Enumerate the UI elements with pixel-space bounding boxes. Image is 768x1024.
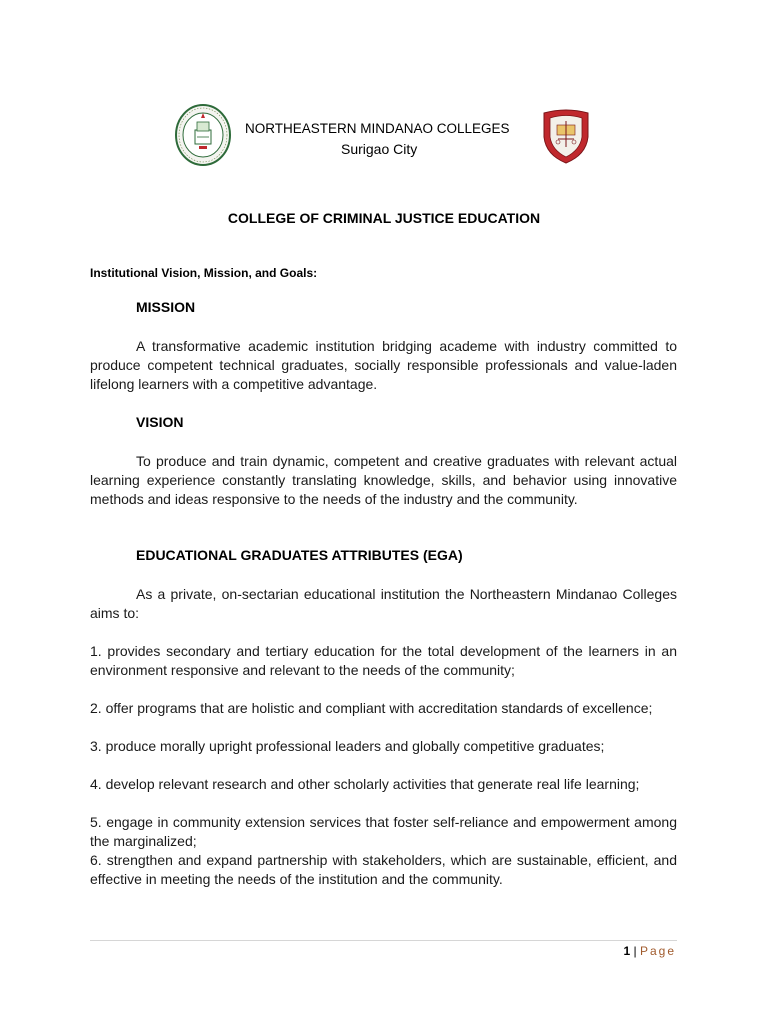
ega-heading: EDUCATIONAL GRADUATES ATTRIBUTES (EGA) bbox=[136, 547, 463, 563]
mission-text: A transformative academic institution bridging academe with industry committed to produce competent technical graduates, socially responsible professionals and value-laden lifelong learners with a competitive advantage. bbox=[90, 338, 677, 392]
ccje-seal-logo bbox=[540, 107, 592, 165]
nmc-seal-logo bbox=[175, 104, 231, 166]
vision-text: To produce and train dynamic, competent and creative graduates with relevant actual learning experience constantly translating knowledge, skills, and behavior using innovative methods and ideas responsive to the needs of the industry and the community. bbox=[90, 453, 677, 507]
section-label: Institutional Vision, Mission, and Goals: bbox=[90, 266, 318, 280]
page-separator: | bbox=[633, 944, 637, 958]
page-footer bbox=[623, 944, 676, 958]
vision-heading: VISION bbox=[136, 414, 184, 430]
college-title: COLLEGE OF CRIMINAL JUSTICE EDUCATION bbox=[227, 210, 541, 226]
institution-name: NORTHEASTERN MINDANAO COLLEGES bbox=[245, 121, 510, 136]
ega-item: 5. engage in community extension services that foster self-reliance and empowerment among the marginalized; bbox=[90, 814, 677, 849]
ega-item: 1. provides secondary and tertiary education for the total development of the learners in an environment responsive and relevant to the needs of the community; bbox=[90, 643, 677, 678]
ega-item: 3. produce morally upright professional leaders and globally competitive graduates; bbox=[90, 738, 605, 754]
institution-city: Surigao City bbox=[341, 141, 418, 157]
page-number: 1 bbox=[623, 944, 631, 958]
ega-intro: As a private, on-sectarian educational institution the Northeastern Mindanao Colleges aims to: bbox=[90, 586, 677, 621]
mission-heading: MISSION bbox=[136, 299, 196, 315]
footer-divider bbox=[90, 940, 677, 941]
ega-item: 4. develop relevant research and other scholarly activities that generate real life learning; bbox=[90, 776, 640, 792]
ega-item: 6. strengthen and expand partnership with stakeholders, which are sustainable, efficient, and effective in meeting the needs of the institution and the community. bbox=[90, 852, 677, 887]
ega-item: 2. offer programs that are holistic and compliant with accreditation standards of excellence; bbox=[90, 700, 653, 716]
page-label: Page bbox=[639, 944, 676, 958]
